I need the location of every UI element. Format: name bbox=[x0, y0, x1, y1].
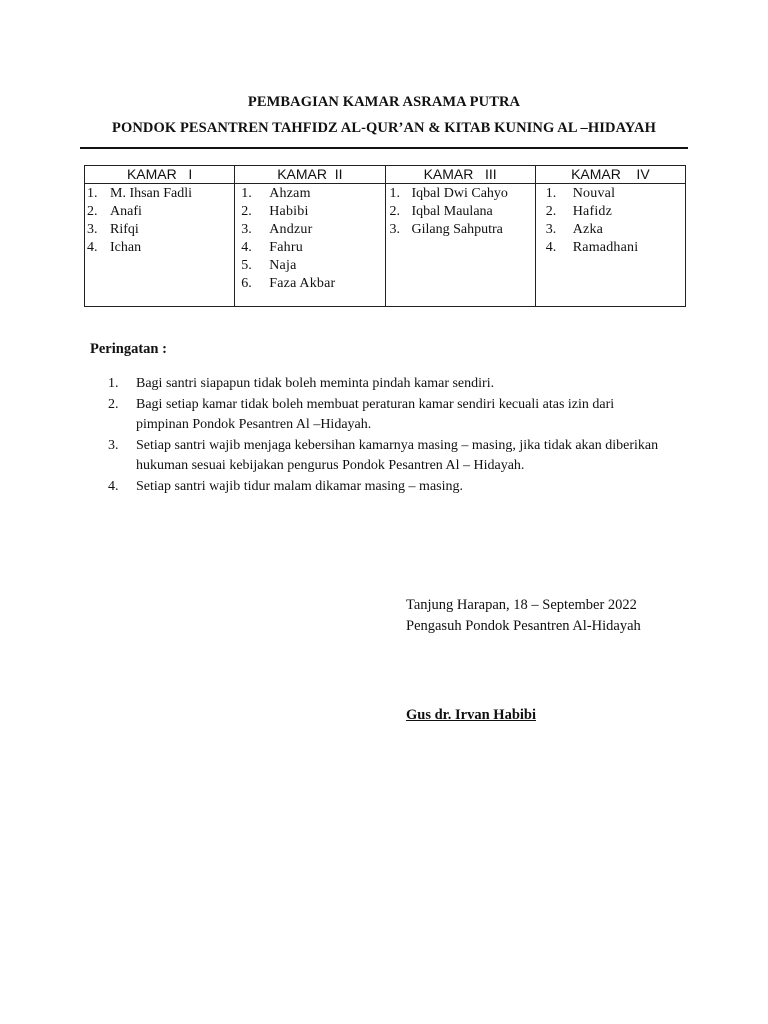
list-item: 4. Fahru bbox=[241, 240, 303, 255]
list-item: 2. Anafi bbox=[87, 204, 142, 219]
list-item: 1. Bagi santri siapapun tidak boleh meminta pindah kamar sendiri. bbox=[108, 374, 668, 395]
list-item: 6. Faza Akbar bbox=[241, 276, 336, 291]
place-date: Tanjung Harapan, 18 – September 2022 bbox=[406, 597, 637, 613]
list-item: 3. Azka bbox=[545, 222, 604, 237]
room-assignment-table bbox=[84, 165, 686, 307]
member-name: Hafidz bbox=[572, 204, 613, 219]
document-subtitle: PONDOK PESANTREN TAHFIDZ AL-QUR’AN & KITAB KUNING AL –HIDAYAH bbox=[111, 120, 656, 136]
room-2-list bbox=[235, 185, 384, 293]
table-row bbox=[85, 184, 686, 307]
member-name: Iqbal Dwi Cahyo bbox=[411, 186, 508, 201]
list-item: 1. Iqbal Dwi Cahyo bbox=[389, 186, 508, 201]
list-item: 5. Naja bbox=[241, 258, 297, 273]
list-item: 2. Bagi setiap kamar tidak boleh membuat peraturan kamar sendiri kecuali atas izin dari pimpinan Pondok Pesantren Al –Hidayah. bbox=[108, 395, 668, 436]
signatory-name: Gus dr. Irvan Habibi bbox=[406, 707, 537, 723]
room-2-cell bbox=[235, 184, 385, 307]
list-item: 3. Setiap santri wajib menjaga kebersihan kamarnya masing – masing, jika tidak akan diberikan hukuman sesuai kebijakan pengurus Pondok Pesantren Al – Hidayah. bbox=[108, 436, 668, 477]
warning-list bbox=[108, 374, 668, 497]
list-item: 1. M. Ihsan Fadli bbox=[87, 186, 193, 201]
list-item: 2. Hafidz bbox=[545, 204, 613, 219]
member-name: M. Ihsan Fadli bbox=[110, 186, 193, 201]
room-3-cell bbox=[385, 184, 535, 307]
list-item: 3. Andzur bbox=[241, 222, 313, 237]
room-header-2: KAMAR II bbox=[235, 166, 385, 184]
member-name: Fahru bbox=[269, 240, 303, 255]
member-name: Ramadhani bbox=[572, 240, 639, 255]
member-name: Gilang Sahputra bbox=[411, 222, 503, 237]
list-item: 1. Ahzam bbox=[241, 186, 311, 201]
room-1-list bbox=[85, 185, 234, 257]
list-item: 3. Rifqi bbox=[87, 222, 139, 237]
list-item: 3. Gilang Sahputra bbox=[389, 222, 503, 237]
member-name: Azka bbox=[572, 222, 604, 237]
member-name: Anafi bbox=[110, 204, 142, 219]
room-header-4: KAMAR IV bbox=[535, 166, 685, 184]
list-item: 4. Ramadhani bbox=[545, 240, 639, 255]
member-name: Habibi bbox=[269, 204, 309, 219]
room-3-list bbox=[386, 185, 535, 239]
room-4-cell bbox=[535, 184, 685, 307]
member-name: Nouval bbox=[572, 186, 616, 201]
warning-text: Setiap santri wajib tidur malam dikamar masing – masing. bbox=[136, 478, 463, 494]
member-name: Rifqi bbox=[110, 222, 139, 237]
list-item: 4. Setiap santri wajib tidur malam dikamar masing – masing. bbox=[108, 477, 668, 498]
warning-text: Bagi santri siapapun tidak boleh meminta pindah kamar sendiri. bbox=[136, 376, 495, 391]
warning-heading: Peringatan : bbox=[90, 341, 167, 357]
header-divider bbox=[80, 147, 688, 149]
list-item: 4. Ichan bbox=[87, 240, 142, 255]
room-1-cell bbox=[85, 184, 235, 307]
member-name: Ahzam bbox=[269, 186, 311, 201]
member-name: Faza Akbar bbox=[269, 276, 336, 291]
signatory-role: Pengasuh Pondok Pesantren Al-Hidayah bbox=[406, 618, 641, 634]
list-item: 1. Nouval bbox=[545, 186, 616, 201]
table-header-row bbox=[85, 166, 686, 184]
warning-text: Bagi setiap kamar tidak boleh membuat peraturan kamar sendiri kecuali atas izin dari pimpinan Pondok Pesantren Al –Hidayah. bbox=[136, 396, 615, 432]
list-item: 2. Iqbal Maulana bbox=[389, 204, 493, 219]
member-name: Iqbal Maulana bbox=[411, 204, 493, 219]
member-name: Andzur bbox=[269, 222, 313, 237]
member-name: Ichan bbox=[110, 240, 142, 255]
room-header-3: KAMAR III bbox=[385, 166, 535, 184]
list-item: 2. Habibi bbox=[241, 204, 309, 219]
document-title: PEMBAGIAN KAMAR ASRAMA PUTRA bbox=[247, 94, 521, 110]
room-4-list bbox=[536, 185, 685, 257]
member-name: Naja bbox=[269, 258, 297, 273]
room-header-1: KAMAR I bbox=[85, 166, 235, 184]
warning-text: Setiap santri wajib menjaga kebersihan kamarnya masing – masing, jika tidak akan diberikan hukuman sesuai kebijakan pengurus Pondok Pesantren Al – Hidayah. bbox=[136, 437, 659, 473]
